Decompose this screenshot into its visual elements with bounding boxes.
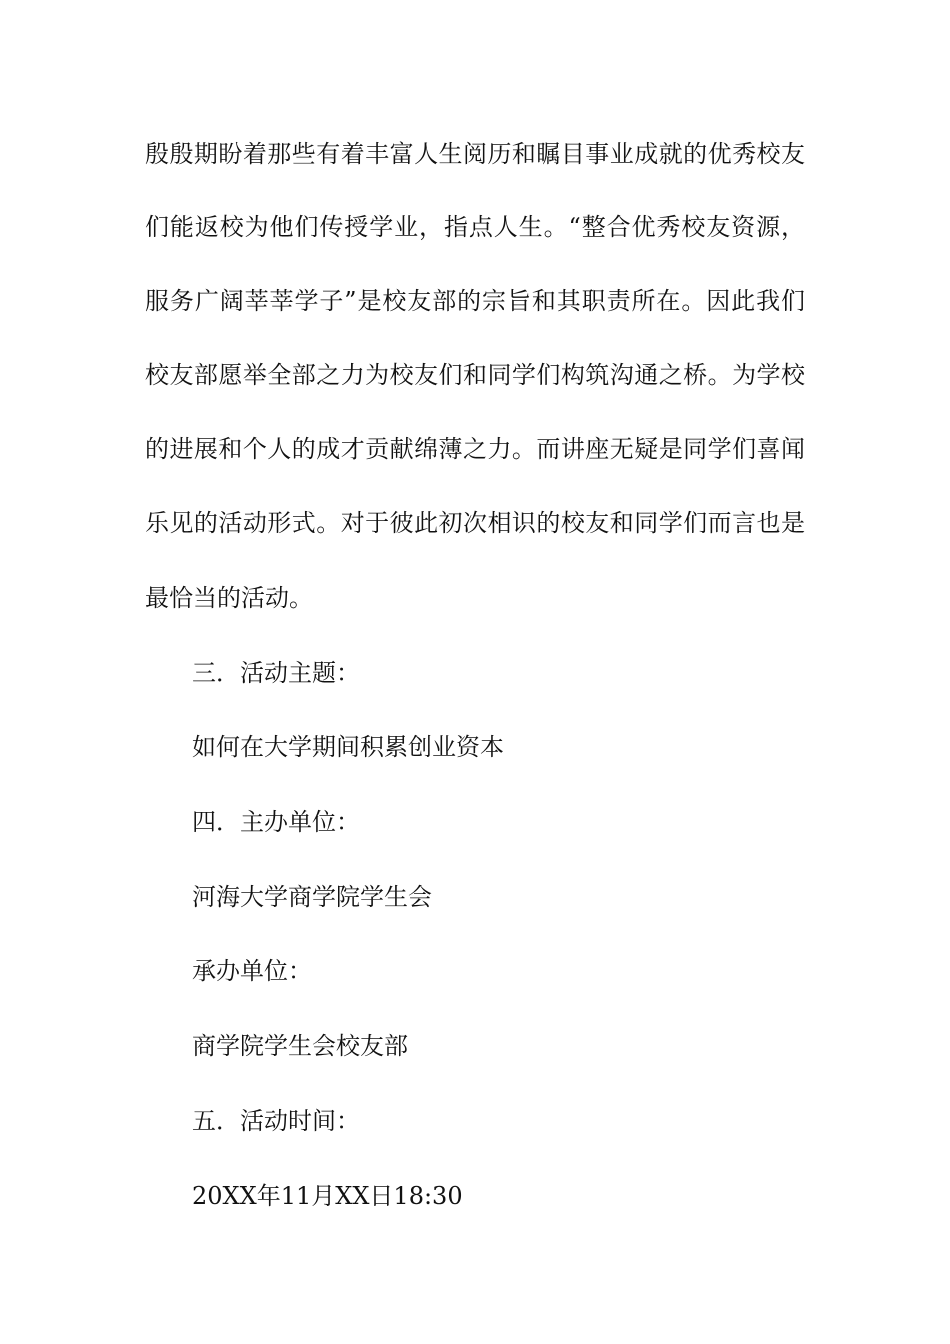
section-host-heading: 四．主办单位：: [192, 808, 360, 836]
organizer-heading: 承办单位：: [192, 957, 312, 985]
section-host-value: 河海大学商学院学生会: [192, 883, 432, 911]
section-theme-heading: 三．活动主题：: [192, 659, 360, 687]
paragraph-line-6: 乐见的活动形式。对于彼此初次相识的校友和同学们而言也是: [145, 509, 805, 537]
paragraph-line-1: 殷殷期盼着那些有着丰富人生阅历和瞩目事业成就的优秀校友: [145, 140, 805, 168]
paragraph-line-3: 服务广阔莘莘学子”是校友部的宗旨和其职责所在。因此我们: [145, 287, 805, 315]
section-time-value: 20XX年11月XX日18:30: [192, 1182, 463, 1210]
paragraph-line-5: 的进展和个人的成才贡献绵薄之力。而讲座无疑是同学们喜闻: [145, 435, 805, 463]
paragraph-line-2: 们能返校为他们传授学业，指点人生。“整合优秀校友资源，: [145, 213, 805, 241]
paragraph-line-4: 校友部愿举全部之力为校友们和同学们构筑沟通之桥。为学校: [145, 361, 805, 389]
paragraph-line-7: 最恰当的活动。: [145, 584, 313, 612]
section-time-heading: 五．活动时间：: [192, 1107, 360, 1135]
section-theme-value: 如何在大学期间积累创业资本: [192, 733, 504, 761]
organizer-value: 商学院学生会校友部: [192, 1032, 408, 1060]
